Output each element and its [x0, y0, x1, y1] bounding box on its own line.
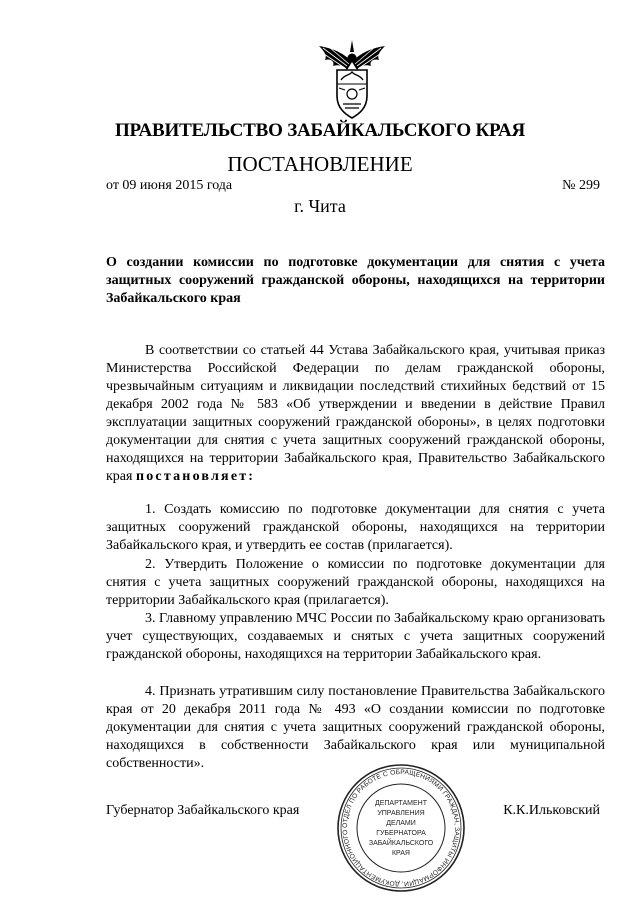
stamp-line-2: УПРАВЛЕНИЯ — [377, 810, 425, 817]
decree-city: г. Чита — [294, 196, 346, 216]
government-title: ПРАВИТЕЛЬСТВО ЗАБАЙКАЛЬСКОГО КРАЯ — [114, 120, 526, 141]
decree-item-1: 1. Создать комиссию по подготовке документации для снятия с учета защитных сооружений гражданской обороны, находящихся на территории Забайкальского края, и утвердить ее состав (прилагается). — [106, 502, 605, 553]
preamble-paragraph — [106, 342, 605, 486]
document-type: ПОСТАНОВЛЕНИЕ — [227, 152, 413, 176]
decree-number: № 299 — [562, 178, 600, 193]
stamp-outer-text: ОТДЕЛ ПО РАБОТЕ С ОБРАЩЕНИЯМИ ГРАЖДАН, ЗАЩИТЫ ИНФОРМАЦИИ, ДОКУМЕНТАЦИОННОГО — [341, 768, 461, 888]
official-stamp — [335, 762, 467, 894]
decree-subject: О создании комиссии по подготовке документации для снятия с учета защитных сооружений гражданской обороны, находящихся на территории Забайкальского края — [106, 255, 605, 306]
signatory-position: Губернатор Забайкальского края — [106, 803, 300, 818]
stamp-line-3: ДЕЛАМИ — [386, 820, 416, 827]
decree-item-2: 2. Утвердить Положение о комиссии по подготовке документации для снятия с учета защитных сооружений гражданской обороны, находящихся на территории Забайкальского края (прилагается). — [106, 557, 605, 608]
stamp-line-4: ГУБЕРНАТОРА — [376, 830, 426, 837]
resolves-word: постановляет: — [135, 469, 256, 484]
decree-item-4: 4. Признать утратившим силу постановление Правительства Забайкальского края от 20 декабря 2011 года № 493 «О создании комиссии по подготовке документации для снятия с учета защитных сооружений гражданской обороны, находящихся в собственности Забайкальского края или муниципальной собственности». — [106, 684, 605, 771]
decree-item-3: 3. Главному управлению МЧС России по Забайкальскому краю организовать учет существующих, создаваемых и снятых с учета защитных сооружений гражданской обороны, находящихся на территории Забайкальского края. — [106, 611, 605, 662]
stamp-line-5: ЗАБАЙКАЛЬСКОГО — [368, 840, 434, 847]
signatory-name: К.К.Ильковский — [503, 803, 600, 818]
preamble-text: В соответствии со статьей 44 Устава Забайкальского края, учитывая приказ Министерства Российской Федерации по делам гражданской обороны, чрезвычайным ситуациям и ликвидации последствий стихийных бедствий от 15 декабря 2002 года № 583 «Об утверждении и введении в действие Правил эксплуатации защитных сооружений гражданской обороны», в целях подготовки документации для снятия с учета защитных сооружений гражданской обороны, находящихся на территории Забайкальского края, Правительство Забайкальского края — [106, 343, 605, 484]
stamp-line-1: ДЕПАРТАМЕНТ — [374, 800, 428, 807]
decree-date: от 09 июня 2015 года — [106, 178, 233, 193]
zabaikalsky-krai-coat-of-arms-icon — [317, 38, 387, 120]
stamp-line-6: КРАЯ — [391, 850, 411, 857]
